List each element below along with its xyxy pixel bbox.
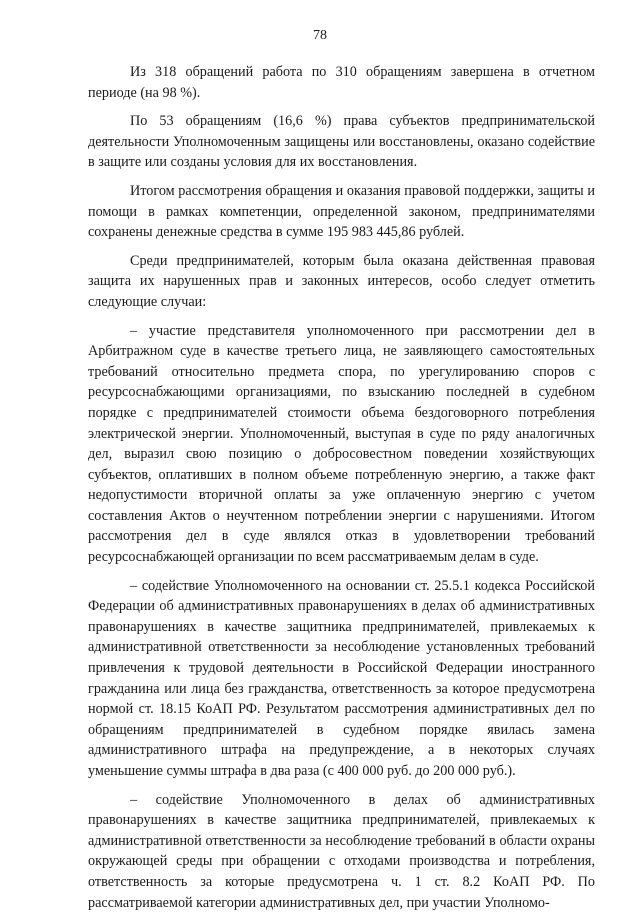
- paragraph: Итогом рассмотрения обращения и оказания правовой поддержки, защиты и помощи в рамках компетенции, определенной законом, предпринимателями сохранены денежные средства в сумме 195 983 445,86 рублей.: [88, 182, 595, 241]
- paragraph: – содействие Уполномоченного в делах об административных правонарушениях в качестве защитника предпринимателей, привлекаемых к административной ответственности за несоблюдение требований в области охраны окружающей среды при обращении с отходами производства и потребления, ответственность за которые предусмотрена ч. 1 ст. 8.2 КоАП РФ. По рассматриваемой категории административных дел, при участии Уполномо-: [88, 791, 595, 911]
- paragraph: Среди предпринимателей, которым была оказана действенная правовая защита их нарушенных прав и законных интересов, особо следует отметить следующие случаи:: [88, 252, 595, 310]
- paragraph: – участие представителя уполномоченного при рассмотрении дел в Арбитражном суде в качестве третьего лица, не заявляющего самостоятельных требований относительно предмета спора, по урегулированию споров с ресурсоснабжающими организациями, по взысканию последней в судебном порядке с предпринимателей стоимости объема бездоговорного потребления электрической энергии. Уполномоченный, выступая в суде по ряду аналогичных дел, выразил свою позицию о добросовестном поведении хозяйствующих субъектов, оплативших в полном объеме потребленную энергию, а также факт недопустимости вторичной оплаты за уже оплаченную энергию с учетом составления Актов о неучтенном потреблении энергии с нарушениями. Итогом рассмотрения дел в суде являлся отказ в удовлетворении требований ресурсоснабжающей организации по всем рассматриваемым делам в суде.: [88, 322, 595, 566]
- body-text: [88, 62, 595, 921]
- paragraph: По 53 обращениям (16,6 %) права субъектов предпринимательской деятельности Уполномоченным защищены или восстановлены, оказано содействие в защите или созданы условия для их восстановления.: [88, 113, 595, 171]
- paragraph: Из 318 обращений работа по 310 обращениям завершена в отчетном периоде (на 98 %).: [88, 64, 595, 101]
- paragraph: – содействие Уполномоченного на основании ст. 25.5.1 кодекса Российской Федерации об административных правонарушениях в делах об административных правонарушениях в качестве защитника предпринимателей, привлекаемых к административной ответственности за несоблюдение установленных требований привлечения к трудовой деятельности в Российской Федерации иностранного гражданина или лица без гражданства, ответственность за которое предусмотрена нормой ст. 18.15 КоАП РФ. Результатом рассмотрения административных дел по обращениям предпринимателей в судебном порядке явилась замена административного штрафа на предупреждение, а в некоторых случаях уменьшение суммы штрафа в два раза (с 400 000 руб. до 200 000 руб.).: [88, 577, 595, 779]
- page-number: 78: [313, 28, 327, 43]
